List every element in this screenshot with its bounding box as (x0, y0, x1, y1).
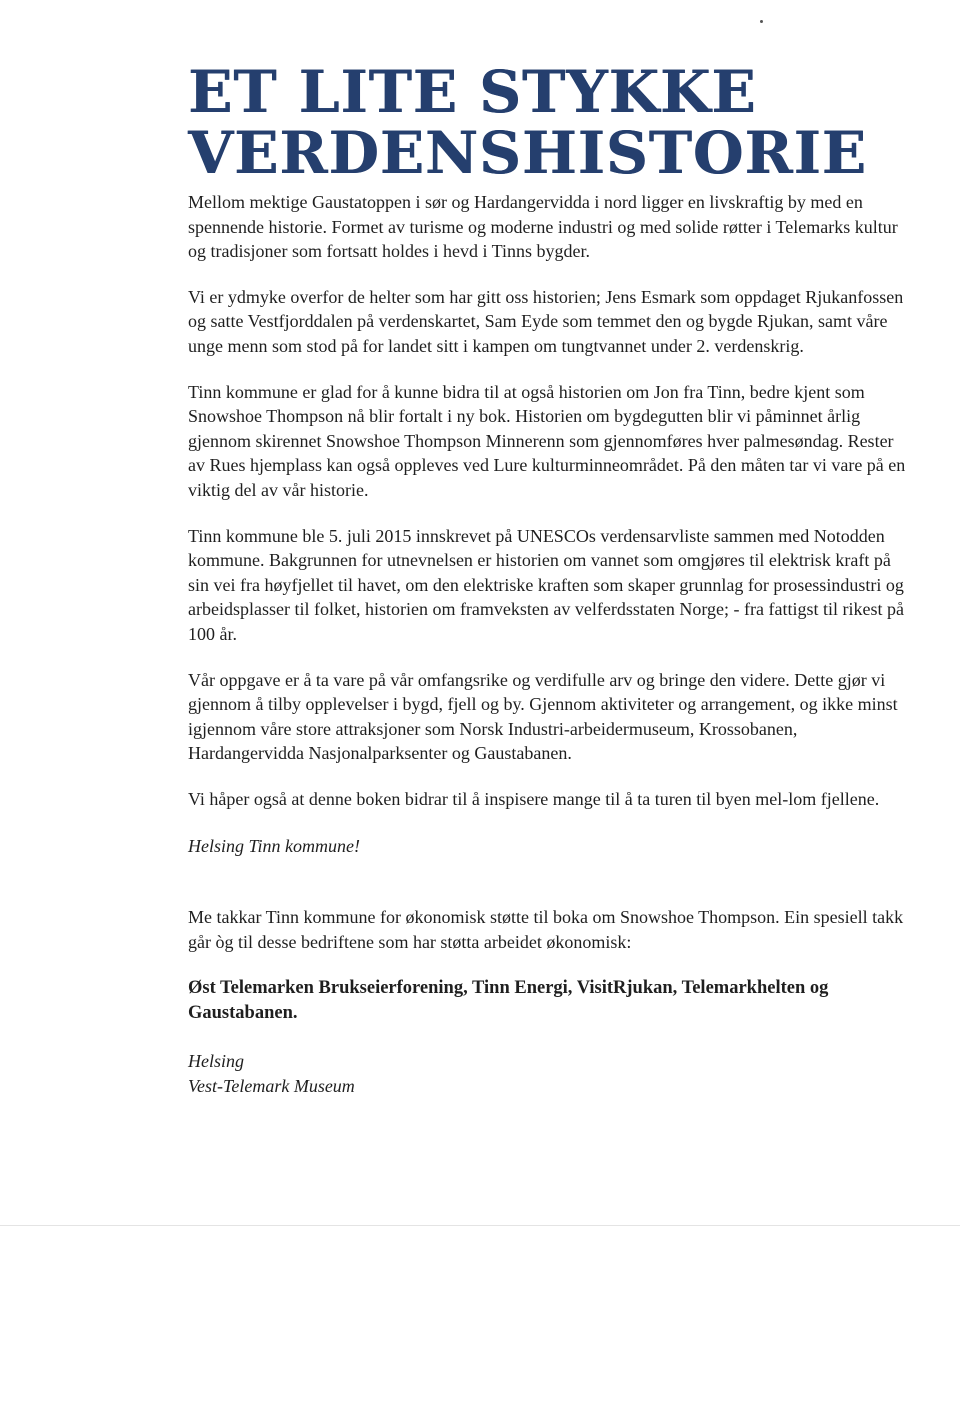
closing-signature (188, 1049, 908, 1098)
paragraph-snowshoe: Tinn kommune er glad for å kunne bidra til at også historien om Jon fra Tinn, bedre kjent som Snowshoe Thompson nå blir fortalt i ny bok. Historien om bygdegutten blir vi påminnet årlig gjennom skirennet Snowshoe Thompson Minnerenn som gjennomføres hver palmesøndag. Rester av Rues hjemplass kan også oppleves ved Lure kulturminneområdet. På den måten tar vi vare på en viktig del av vår historie. (188, 381, 906, 500)
sponsors-list: Øst Telemarken Brukseierforening, Tinn Energi, VisitRjukan, Telemarkhelten og Gaustabanen. (188, 978, 829, 1023)
page-title (188, 58, 888, 187)
title-line-2: VERDENSHISTORIE (188, 119, 867, 187)
thanks-paragraph: Me takkar Tinn kommune for økonomisk støtte til boka om Snowshoe Thompson. Ein spesiell takk går òg til desse bedriftene som har støtta arbeidet økonomisk: (188, 907, 904, 952)
paragraph-mission: Vår oppgave er å ta vare på vår omfangsrike og verdifulle arv og bringe den videre. Dette gjør vi gjennom å tilby opplevelser i bygd, fjell og by. Gjennom aktiviteter og arrangement, og ikke minst igjennom våre store attraksjoner som Norsk Industri-arbeidermuseum, Krossobanen, Hardangervidda Nasjonalparksenter og Gaustabanen. (188, 669, 898, 764)
paragraph-unesco: Tinn kommune ble 5. juli 2015 innskrevet på UNESCOs verdensarvliste sammen med Notodden kommune. Bakgrunnen for utnevnelsen er historien om vannet som omgjøres til elektrisk kraft på sin vei fra høyfjellet til havet, om den elektriske kraften som skaper grunnlag for prosessindustri og arbeidsplasser til folket, historien om framveksten av velferdsstaten Norge; - fra fattigst til rikest på 100 år. (188, 525, 904, 644)
paragraph-heroes: Vi er ydmyke overfor de helter som har gitt oss historien; Jens Esmark som oppdaget Rjukanfossen og satte Vestfjorddalen på verdenskartet, Sam Eyde som temmet den og bygde Rjukan, samt våre unge menn som stod på for landet sitt i kampen om tungtvannet under 2. verdenskrig. (188, 286, 904, 356)
closing-line-1: Helsing (188, 1051, 244, 1072)
greeting-tinn: Helsing Tinn kommune! (188, 836, 360, 857)
closing-line-2: Vest-Telemark Museum (188, 1076, 355, 1097)
paragraph-hope: Vi håper også at denne boken bidrar til å inspisere mange til å ta turen til byen mel-lom fjellene. (188, 788, 880, 809)
document-body (188, 190, 908, 1099)
title-line-1: ET LITE STYKKE (188, 58, 757, 126)
page-divider (0, 1225, 960, 1226)
paragraph-intro: Mellom mektige Gaustatoppen i sør og Hardangervidda i nord ligger en livskraftig by med en spennende historie. Formet av turisme og moderne industri og med solide røtter i Telemarks kultur og tradisjoner som fortsatt holdes i hevd i Tinns bygder. (188, 192, 898, 262)
scan-speck (760, 20, 763, 23)
